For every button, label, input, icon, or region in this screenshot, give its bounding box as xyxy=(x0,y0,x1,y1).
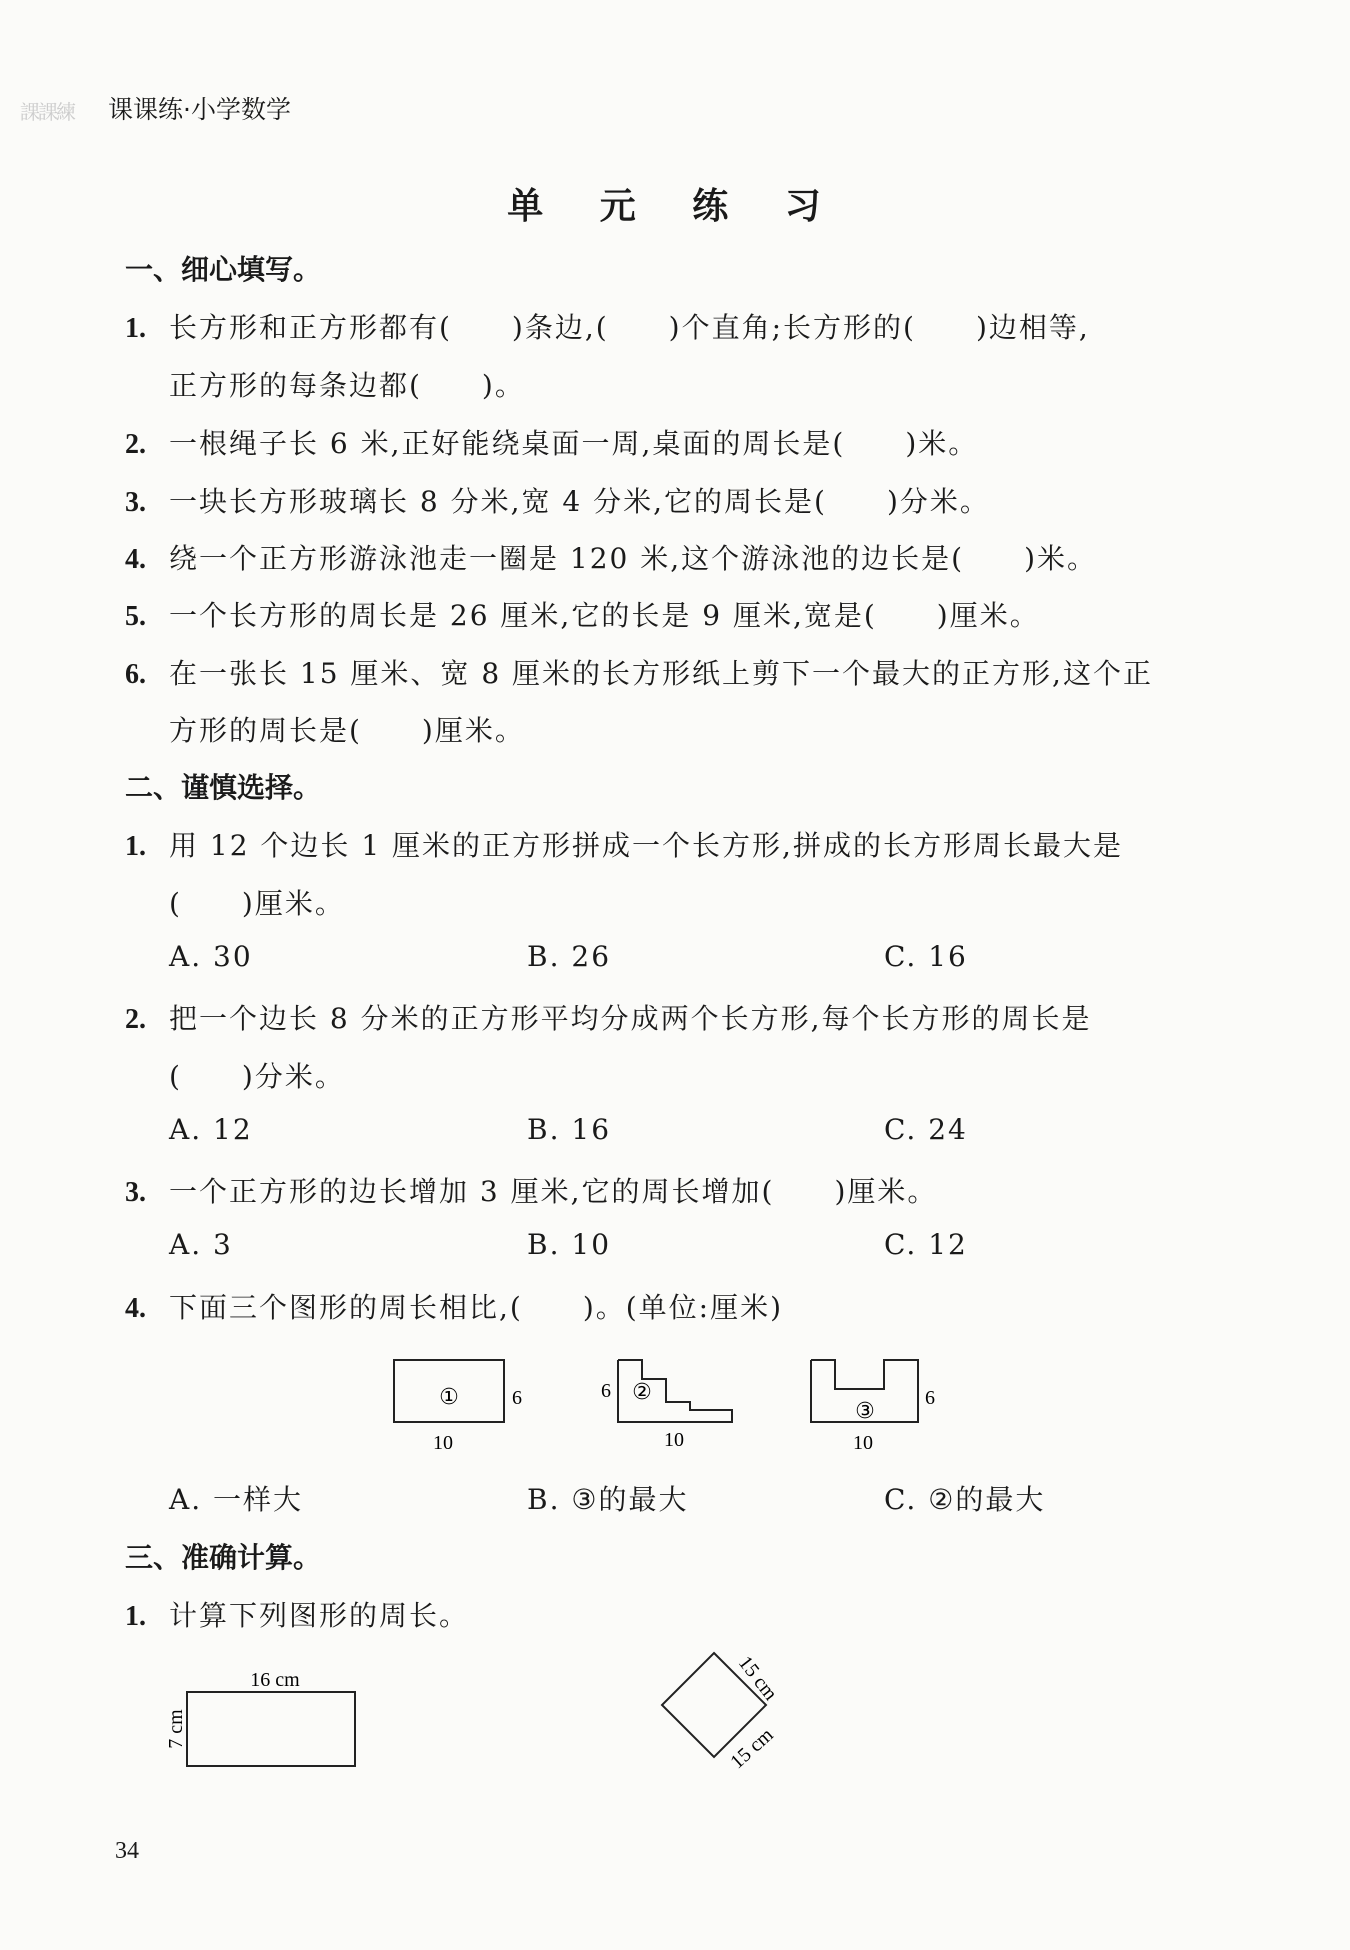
square-side-label-top: 15 cm xyxy=(733,1652,782,1705)
option-a: A. 12 xyxy=(169,1113,253,1146)
option-a: A. 一样大 xyxy=(169,1483,304,1516)
question-text: 一个长方形的周长是 26 厘米,它的长是 9 厘米,宽是( )厘米。 xyxy=(169,599,1040,632)
option-c: C. ②的最大 xyxy=(884,1483,1046,1516)
question-number: 1. xyxy=(125,1601,146,1632)
s3-question-1 xyxy=(125,1594,469,1634)
s2-question-4 xyxy=(125,1286,783,1326)
question-number: 1. xyxy=(125,313,146,344)
s2-question-1 xyxy=(125,824,1123,864)
series-logo: 課課練 xyxy=(20,100,74,124)
page-number: 34 xyxy=(115,1838,139,1864)
question-number: 4. xyxy=(125,544,146,575)
option-a: A. 3 xyxy=(169,1228,233,1261)
section-3-heading: 三、准确计算。 xyxy=(125,1541,322,1574)
figure-3-width-label: 10 xyxy=(853,1432,873,1454)
s2-question-1-cont: ( )厘米。 xyxy=(169,887,345,920)
s1-question-6 xyxy=(125,652,1153,692)
rectangle-height-label: 7 cm xyxy=(165,1709,187,1749)
option-b: B. 26 xyxy=(527,940,612,973)
figure-3-u-shape xyxy=(803,1352,943,1462)
figure-3-height-label: 6 xyxy=(925,1387,935,1409)
question-text: 一个正方形的边长增加 3 厘米,它的周长增加( )厘米。 xyxy=(169,1175,938,1208)
question-text: 绕一个正方形游泳池走一圈是 120 米,这个游泳池的边长是( )米。 xyxy=(169,542,1097,575)
question-number: 6. xyxy=(125,659,146,690)
rectangle-outline xyxy=(187,1692,355,1766)
rectangle-figure xyxy=(160,1660,370,1780)
option-c: C. 12 xyxy=(884,1228,968,1261)
figure-2-mark: ② xyxy=(632,1380,652,1405)
figure-2-width-label: 10 xyxy=(664,1429,684,1451)
page-title: 单 元 练 习 xyxy=(507,186,843,227)
s2-question-2-cont: ( )分米。 xyxy=(169,1060,345,1093)
question-number: 5. xyxy=(125,601,146,632)
series-title: 课课练·小学数学 xyxy=(108,95,291,124)
s2-question-2 xyxy=(125,997,1092,1037)
option-a: A. 30 xyxy=(169,940,253,973)
question-text: 一块长方形玻璃长 8 分米,宽 4 分米,它的周长是( )分米。 xyxy=(169,485,990,518)
s1-question-6-cont: 方形的周长是( )厘米。 xyxy=(169,714,525,747)
question-number: 4. xyxy=(125,1293,146,1324)
s1-question-4 xyxy=(125,537,1097,577)
question-text: 一根绳子长 6 米,正好能绕桌面一周,桌面的周长是( )米。 xyxy=(169,427,979,460)
question-number: 2. xyxy=(125,1004,146,1035)
figure-2-staircase xyxy=(598,1352,738,1462)
s1-question-1 xyxy=(125,306,1090,346)
figure-3-mark: ③ xyxy=(855,1399,875,1424)
question-text: 把一个边长 8 分米的正方形平均分成两个长方形,每个长方形的周长是 xyxy=(169,1002,1092,1035)
question-text: 用 12 个边长 1 厘米的正方形拼成一个长方形,拼成的长方形周长最大是 xyxy=(169,829,1123,862)
s1-question-3 xyxy=(125,480,990,520)
figure-1-mark: ① xyxy=(439,1385,459,1410)
figure-1-rectangle xyxy=(385,1352,525,1462)
figure-2-height-label: 6 xyxy=(601,1380,611,1402)
question-number: 2. xyxy=(125,429,146,460)
question-text: 长方形和正方形都有( )条边,( )个直角;长方形的( )边相等, xyxy=(169,311,1090,344)
s2-question-3 xyxy=(125,1170,937,1210)
question-text: 下面三个图形的周长相比,( )。(单位:厘米) xyxy=(169,1291,784,1324)
square-side-label-bottom: 15 cm xyxy=(726,1723,778,1774)
s1-question-2 xyxy=(125,422,978,462)
question-number: 1. xyxy=(125,831,146,862)
s1-question-1-cont: 正方形的每条边都( )。 xyxy=(169,369,525,402)
s1-question-5 xyxy=(125,594,1040,634)
question-text: 在一张长 15 厘米、宽 8 厘米的长方形纸上剪下一个最大的正方形,这个正 xyxy=(169,657,1153,690)
option-b: B. 16 xyxy=(527,1113,612,1146)
section-1-heading: 一、细心填写。 xyxy=(125,253,322,286)
question-text: 计算下列图形的周长。 xyxy=(169,1599,470,1632)
option-c: C. 24 xyxy=(884,1113,968,1146)
figure-1-height-label: 6 xyxy=(512,1387,522,1409)
figure-1-width-label: 10 xyxy=(433,1432,453,1454)
section-2-heading: 二、谨慎选择。 xyxy=(125,771,322,804)
option-b: B. ③的最大 xyxy=(527,1483,689,1516)
question-number: 3. xyxy=(125,487,146,518)
square-figure xyxy=(640,1640,810,1800)
question-number: 3. xyxy=(125,1177,146,1208)
option-b: B. 10 xyxy=(527,1228,612,1261)
option-c: C. 16 xyxy=(884,940,968,973)
rectangle-width-label: 16 cm xyxy=(250,1669,300,1691)
